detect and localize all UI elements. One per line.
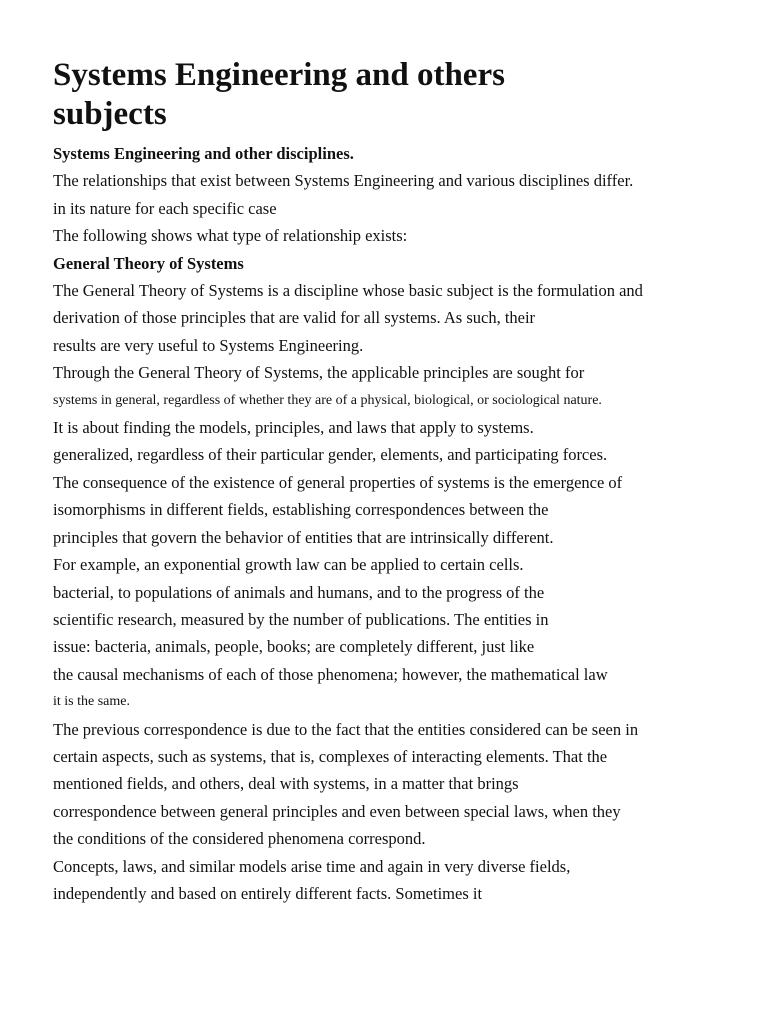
text-line: the conditions of the considered phenomena correspond. — [53, 829, 426, 849]
text-line: the causal mechanisms of each of those phenomena; however, the mathematical law — [53, 664, 608, 684]
text-line: generalized, regardless of their particular gender, elements, and participating forces. — [53, 445, 608, 465]
text-line: For example, an exponential growth law can be applied to certain cells. — [53, 555, 524, 575]
text-line: Concepts, laws, and similar models arise time and again in very diverse fields, — [53, 856, 571, 876]
text-line: bacterial, to populations of animals and humans, and to the progress of the — [53, 582, 545, 602]
section-heading: General Theory of Systems — [53, 253, 244, 273]
text-line: scientific research, measured by the number of publications. The entities in — [53, 609, 549, 629]
text-line: derivation of those principles that are valid for all systems. As such, their — [53, 308, 536, 328]
text-line: The following shows what type of relationship exists: — [53, 226, 408, 246]
text-line: The consequence of the existence of general properties of systems is the emergence of — [53, 472, 623, 492]
text-line: certain aspects, such as systems, that is, complexes of interacting elements. That the — [53, 746, 608, 766]
text-line: The previous correspondence is due to the fact that the entities considered can be seen in — [53, 719, 639, 739]
text-line: issue: bacteria, animals, people, books; are completely different, just like — [53, 637, 535, 657]
text-line: isomorphisms in different fields, establishing correspondences between the — [53, 500, 549, 520]
text-line: Through the General Theory of Systems, the applicable principles are sought for — [53, 363, 585, 383]
text-line: It is about finding the models, principles, and laws that apply to systems. — [53, 418, 534, 438]
text-line: mentioned fields, and others, deal with systems, in a matter that brings — [53, 774, 519, 794]
text-line: principles that govern the behavior of entities that are intrinsically different. — [53, 527, 554, 547]
text-line: correspondence between general principles and even between special laws, when they — [53, 801, 621, 821]
text-line: independently and based on entirely different facts. Sometimes it — [53, 883, 483, 903]
text-line: it is the same. — [53, 694, 130, 710]
document-title: Systems Engineering and others subjects — [53, 57, 505, 132]
text-line: The relationships that exist between Systems Engineering and various disciplines differ. — [53, 171, 634, 191]
text-line: in its nature for each specific case — [53, 198, 277, 218]
text-line: results are very useful to Systems Engineering. — [53, 335, 364, 355]
document-body — [53, 140, 728, 907]
section-heading: Systems Engineering and other disciplines. — [53, 144, 354, 163]
text-line: The General Theory of Systems is a discipline whose basic subject is the formulation and — [53, 281, 643, 301]
text-line: systems in general, regardless of whether they are of a physical, biological, or sociological nature. — [53, 392, 602, 408]
